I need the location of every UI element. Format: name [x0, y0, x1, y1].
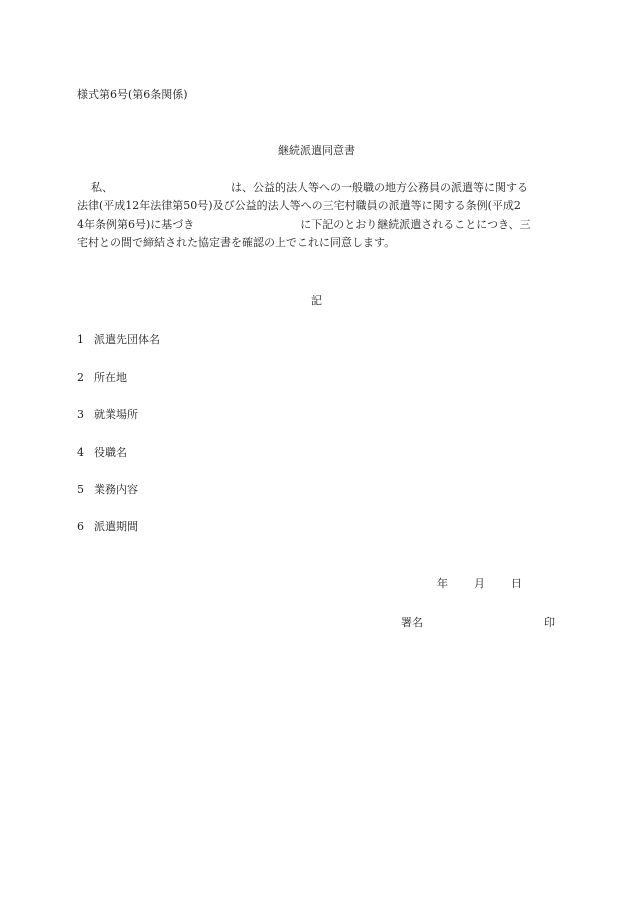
item-label: 業務内容 [94, 483, 138, 496]
body-line-2: 法律(平成12年法律第50号)及び公益的法人等への三宅村職員の派遣等に関する条例(平成2 [77, 199, 521, 212]
item-label: 役職名 [94, 446, 127, 459]
list-item [77, 331, 160, 347]
record-heading: 記 [311, 294, 322, 307]
signature-label: 署名 [401, 616, 423, 629]
list-item [77, 369, 127, 385]
form-number: 様式第6号(第6条関係) [77, 88, 188, 101]
body-line-3-start: 4年条例第6号)に基づき [77, 218, 195, 231]
item-number: 3 [77, 408, 84, 421]
body-line-4: 宅村との間で締結された協定書を確認の上でこれに同意します。 [77, 236, 396, 249]
body-line-1-start: 私、 [91, 181, 113, 194]
month-label: 月 [474, 577, 485, 590]
year-label: 年 [437, 577, 448, 590]
seal-label: 印 [544, 616, 555, 629]
list-item [77, 481, 138, 497]
list-item [77, 444, 127, 460]
date-line [437, 575, 522, 591]
list-item [77, 518, 138, 534]
body-line-1 [77, 179, 555, 195]
body-line-1-end: は、公益的法人等への一般職の地方公務員の派遣等に関する [231, 181, 528, 194]
list-item [77, 406, 138, 422]
item-number: 4 [77, 446, 84, 459]
item-number: 1 [77, 333, 84, 346]
day-label: 日 [511, 577, 522, 590]
item-label: 派遣期間 [94, 520, 138, 533]
body-line-3-end: に下記のとおり継続派遣されることにつき、三 [300, 218, 531, 231]
item-number: 6 [77, 520, 84, 533]
item-number: 5 [77, 483, 84, 496]
item-label: 所在地 [94, 371, 127, 384]
item-number: 2 [77, 371, 84, 384]
document-title: 継続派遣同意書 [278, 144, 355, 157]
item-label: 派遣先団体名 [94, 333, 160, 346]
item-label: 就業場所 [94, 408, 138, 421]
body-line-3 [77, 216, 555, 232]
